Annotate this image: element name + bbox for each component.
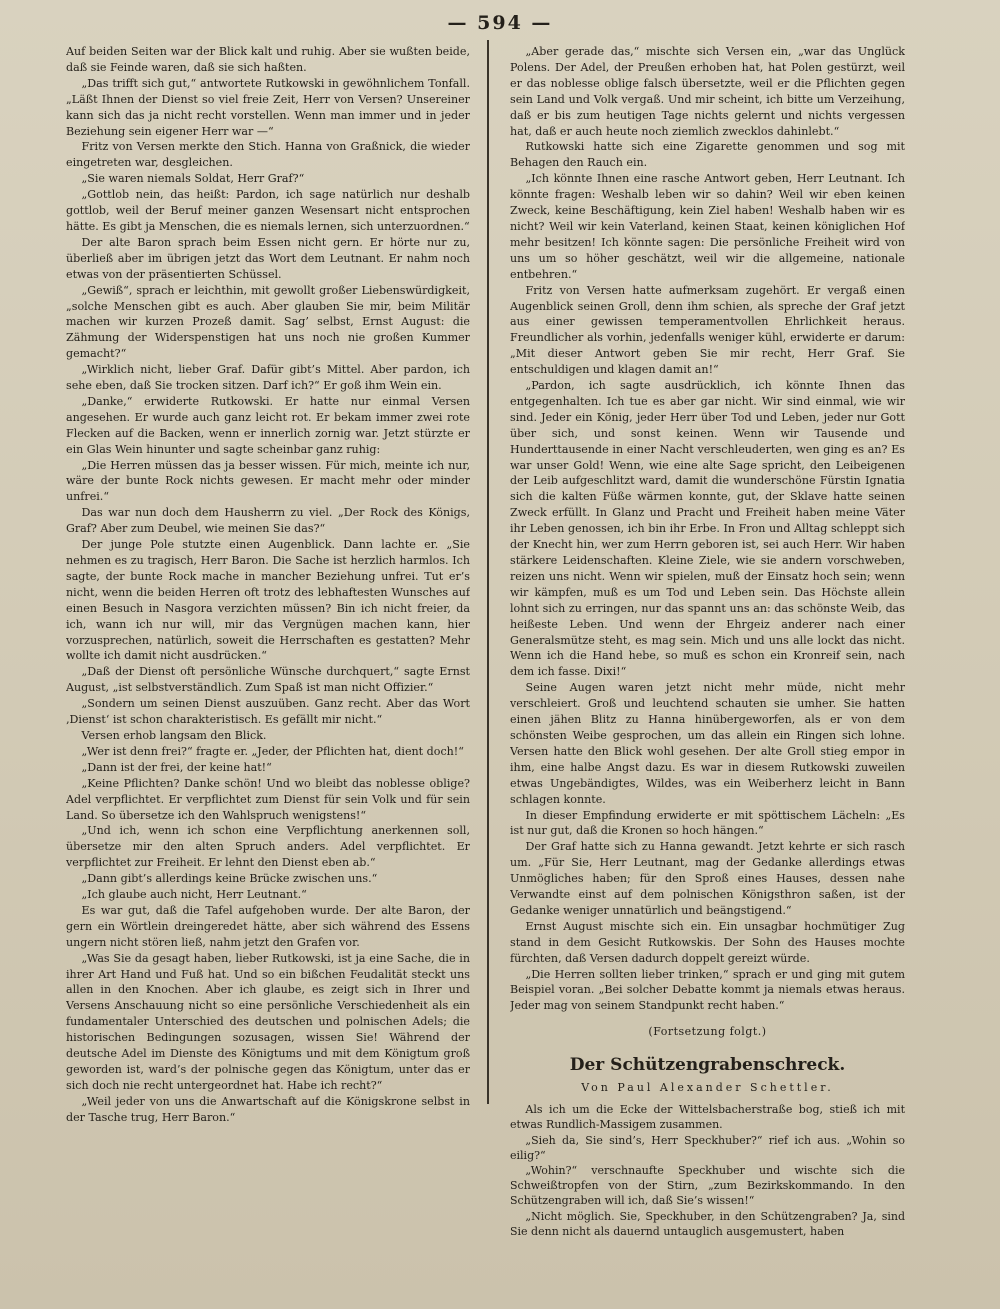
paragraph: „Was Sie da gesagt haben, lieber Rutkowski, ist ja eine Sache, die in ihrer Art Hand und Fuß hat. Und so ein bißchen Feudalität steckt uns allen in den Knochen. Aber ich glaube, es zeigt sich in Ihrer und Versens Anschauung nicht so eine persönliche Verschiedenheit als ein fundamentaler Unterschied des deutschen und polnischen Adels; die historischen Bedingungen sozusagen, wissen Sie! Während der deutsche Adel im Dienste des Königtums und mit dem Königtum groß geworden ist, ward’s der polnische gegen das Königtum, unter das er sich doch nie recht untergeordnet hat. Habe ich recht?“ <box>66 951 470 1092</box>
paragraph: „Nicht möglich. Sie, Speckhuber, in den Schützengraben? Ja, sind Sie denn nicht als dauernd untauglich ausgemustert, haben <box>510 1209 905 1238</box>
paragraph: „Ich könnte Ihnen eine rasche Antwort geben, Herr Leutnant. Ich könnte fragen: Weshalb leben wir so dahin? Weil wir eben keinen Zweck, keine Beschäftigung, kein Ziel haben! Weshalb haben wir es nicht? Weil wir kein Vaterland, keinen Staat, keinen königlichen Hof mehr besitzen! Ich könnte sagen: Die persönliche Freiheit wird von uns um so höher geschätzt, weil wir die allgemeine, nationale entbehren.“ <box>510 172 905 281</box>
paragraph: Ernst August mischte sich ein. Ein unsagbar hochmütiger Zug stand in dem Gesicht Rutkowskis. Der Sohn des Hauses mochte fürchten, daß Versen dadurch doppelt gereizt würde. <box>510 919 905 965</box>
page-number: — 594 — <box>447 12 553 34</box>
paragraph: „Die Herren sollten lieber trinken,“ sprach er und ging mit gutem Beispiel voran. „Bei solcher Debatte kommt ja niemals etwas heraus. Jeder mag von seinem Standpunkt recht haben.“ <box>510 967 905 1013</box>
paragraph: Auf beiden Seiten war der Blick kalt und ruhig. Aber sie wußten beide, daß sie Feinde waren, daß sie sich haßten. <box>66 45 470 74</box>
paragraph: „Keine Pflichten? Danke schön! Und wo bleibt das noblesse oblige? Adel verpflichtet. Er verpflichtet zum Dienst für sein Volk und für sein Land. So übersetze ich den Wahlspruch wenigstens!“ <box>66 776 470 822</box>
right-column <box>510 44 905 1304</box>
paragraph: „Aber gerade das,“ mischte sich Versen ein, „war das Unglück Polens. Der Adel, der Preußen erhoben hat, hat Polen gestürzt, weil er das noblesse oblige falsch übersetzte, weil er die Pflichten gegen sein Land und Volk vergaß. Und mir scheint, ich bitte um Verzeihung, daß er bis zum heutigen Tage nichts gelernt und nichts vergessen hat, daß er auch heute noch ziemlich zwecklos dahinlebt.“ <box>510 45 905 138</box>
continuation-note <box>510 1024 905 1040</box>
paragraph: „Wer ist denn frei?“ fragte er. „Jeder, der Pflichten hat, dient doch!“ <box>81 744 464 758</box>
article-byline: Von Paul Alexander Schettler. <box>581 1081 834 1095</box>
paragraph: „Daß der Dienst oft persönliche Wünsche durchquert,“ sagte Ernst August, „ist selbstverständlich. Zum Spaß ist man nicht Offizier.“ <box>66 665 470 695</box>
paragraph: „Gewiß“, sprach er leichthin, mit gewollt großer Liebenswürdigkeit, „solche Menschen gibt es auch. Aber glauben Sie mir, beim Militär machen wir kurzen Prozeß damit. Sag’ selbst, Ernst August: die Zähmung der Widerspenstigen hat uns noch nie großen Kummer gemacht?“ <box>66 283 470 361</box>
paragraph: „Sondern um seinen Dienst auszuüben. Ganz recht. Aber das Wort ‚Dienst‘ ist schon charakteristisch. Es gefällt mir nicht.“ <box>66 697 470 727</box>
story-body <box>510 1102 905 1239</box>
paragraph: In dieser Empfindung erwiderte er mit spöttischem Lächeln: „Es ist nur gut, daß die Kronen so hoch hängen.“ <box>510 808 905 838</box>
paragraph: Versen erhob langsam den Blick. <box>81 728 267 742</box>
paragraph: Als ich um die Ecke der Wittelsbacherstraße bog, stieß ich mit etwas Rundlich-Massigem zusammen. <box>510 1103 905 1132</box>
paragraph: „Wirklich nicht, lieber Graf. Dafür gibt’s Mittel. Aber pardon, ich sehe eben, daß Sie trocken sitzen. Darf ich?“ Er goß ihm Wein ein. <box>66 363 470 393</box>
paragraph: Der alte Baron sprach beim Essen nicht gern. Er hörte nur zu, überließ aber im übrigen jetzt das Wort dem Leutnant. Er nahm noch etwas von der präsentierten Schüssel. <box>66 235 470 281</box>
paragraph: „Sieh da, Sie sind’s, Herr Speckhuber?“ rief ich aus. „Wohin so eilig?“ <box>510 1133 905 1162</box>
paragraph: Fritz von Versen merkte den Stich. Hanna von Graßnick, die wieder eingetreten war, desgleichen. <box>66 140 470 170</box>
paragraph: Der Graf hatte sich zu Hanna gewandt. Jetzt kehrte er sich rasch um. „Für Sie, Herr Leutnant, mag der Gedanke allerdings etwas Unmögliches haben; für den Sproß eines Hauses, dessen nahe Verwandte einst auf dem polnischen Königsthron saßen, ist der Gedanke weniger unnatürlich und beängstigend.“ <box>510 840 905 917</box>
paragraph: Fritz von Versen hatte aufmerksam zugehört. Er vergaß einen Augenblick seinen Groll, denn ihm schien, als spreche der Graf jetzt aus einer gewissen temperamentvollen Ehrlichkeit heraus. Freundlicher als vorhin, jedenfalls weniger kühl, erwiderte er darum: „Mit dieser Antwort geben Sie mir recht, Herr Graf. Sie entschuldigen und klagen damit an!“ <box>510 283 905 377</box>
left-column <box>66 44 470 1304</box>
paragraph: „Weil jeder von uns die Anwartschaft auf die Königskrone selbst in der Tasche trug, Herr Baron.“ <box>66 1094 470 1124</box>
paragraph: Rutkowski hatte sich eine Zigarette genommen und sog mit Behagen den Rauch ein. <box>510 140 905 170</box>
continuation-text: (Fortsetzung folgt.) <box>648 1025 767 1039</box>
column-divider <box>487 40 489 1104</box>
paragraph: Das war nun doch dem Hausherrn zu viel. „Der Rock des Königs, Graf? Aber zum Deubel, wie meinen Sie das?“ <box>66 506 470 536</box>
article-title: Der Schützengrabenschreck. <box>569 1055 846 1076</box>
paragraph: „Und ich, wenn ich schon eine Verpflichtung anerkennen soll, übersetze mir den alten Spruch anders. Adel verpflichtet. Er verpflichtet zur Freiheit. Er lehnt den Dienst eben ab.“ <box>66 824 470 870</box>
paragraph: „Das trifft sich gut,“ antwortete Rutkowski in gewöhnlichem Tonfall. „Läßt Ihnen der Dienst so viel freie Zeit, Herr von Versen? Unsereiner kann sich das ja nicht recht vorstellen. Wenn man immer und in jeder Beziehung sein eigener Herr war —“ <box>66 76 470 138</box>
paragraph: Der junge Pole stutzte einen Augenblick. Dann lachte er. „Sie nehmen es zu tragisch, Herr Baron. Die Sache ist herzlich harmlos. Ich sagte, der bunte Rock mache in mancher Beziehung unfrei. Tut er’s nicht, wenn die beiden Herren oft trotz des lebhaftesten Wunsches auf einen Besuch in Nasgora verzichten müssen? Bin ich nicht freier, da ich, wann ich nur will, mir das Vergnügen machen kann, hier vorzusprechen, natürlich, soweit die Herrschaften es gestatten? Mehr wollte ich damit nicht ausdrücken.“ <box>66 538 470 663</box>
paragraph: „Pardon, ich sagte ausdrücklich, ich könnte Ihnen das entgegenhalten. Ich tue es aber gar nicht. Wir sind einmal, wie wir sind. Jeder ein König, jeder Herr über Tod und Leben, jeder nur Gott über sich, und sonst keinen. Wenn wir Tausende und Hunderttausende in einer Nacht verschleuderten, wen ging es an? Es war unser Gold! Wenn, wie eine alte Sage spricht, den Leibeigenen der Leib aufgeschlitzt ward, damit die wunderschöne Fürstin Ignatia sich die kalten Füße wärmen konnte, gut, der Sklave hatte seinen Zweck erfüllt. In Glanz und Pracht und Freiheit haben meine Väter ihr Leben genossen, ich bin ihr Erbe. In Fron und Alltag schleppt sich der Knecht hin, wer zum Herrn geboren ist, sei auch Herr. Wir haben stärkere Leidenschaften. Kleine Ziele, wie sie andern vorschweben, reizen uns nicht. Wenn wir spielen, muß der Einsatz hoch sein; wenn wir kämpfen, muß es um Tod und Leben sein. Das Höchste allein lohnt sich zu erringen, nur das spannt uns an: das schönste Weib, das heißeste Leben. Und wenn der Ehrgeiz anderer nach einer Generalsmütze steht, es mag sein. Mich und uns alle lockt das nicht. Wenn ich die Hand hebe, so muß es schon ein Kronreif sein, nach dem ich fasse. Dixi!“ <box>510 379 905 679</box>
paragraph: „Dann gibt’s allerdings keine Brücke zwischen uns.“ <box>81 872 378 886</box>
paragraph: Es war gut, daß die Tafel aufgehoben wurde. Der alte Baron, der gern ein Wörtlein dreingeredet hätte, aber sich während des Essens ungern nicht stören ließ, nahm jetzt den Grafen vor. <box>66 903 470 949</box>
paragraph: „Danke,“ erwiderte Rutkowski. Er hatte nur einmal Versen angesehen. Er wurde auch ganz leicht rot. Er bekam immer zwei rote Flecken auf die Backen, wenn er innerlich zornig war. Jetzt stürzte er ein Glas Wein hinunter und sagte scheinbar ganz ruhig: <box>66 394 470 456</box>
paragraph: Seine Augen waren jetzt nicht mehr müde, nicht mehr verschleiert. Groß und leuchtend schauten sie umher. Sie hatten einen jähen Blitz zu Hanna hinübergeworfen, als er von dem schönsten Weibe gesprochen, um das allein ein Ringen sich lohne. Versen hatte den Blick wohl gesehen. Der alte Groll stieg empor in ihm, eine halbe Angst dazu. Es war in diesem Rutkowski zuweilen etwas Ungebändigtes, Wildes, was ein Weiberherz leicht in Bann schlagen konnte. <box>510 681 905 806</box>
paragraph: „Wohin?“ verschnaufte Speckhuber und wischte sich die Schweißtropfen von der Stirn, „zum Bezirkskommando. In den Schützengraben will ich, daß Sie’s wissen!“ <box>510 1163 905 1208</box>
paragraph: „Die Herren müssen das ja besser wissen. Für mich, meinte ich nur, wäre der bunte Rock nichts gewesen. Er macht mehr oder minder unfrei.“ <box>66 458 470 504</box>
paragraph: „Gottlob nein, das heißt: Pardon, ich sage natürlich nur deshalb gottlob, weil der Beruf meiner ganzen Wesensart nicht entsprochen hätte. Es gibt ja Menschen, die es niemals lernen, sich unterzuordnen.“ <box>66 188 470 233</box>
paragraph: „Sie waren niemals Soldat, Herr Graf?“ <box>81 172 305 186</box>
paragraph: „Dann ist der frei, der keine hat!“ <box>81 760 272 774</box>
paragraph: „Ich glaube auch nicht, Herr Leutnant.“ <box>81 888 307 902</box>
